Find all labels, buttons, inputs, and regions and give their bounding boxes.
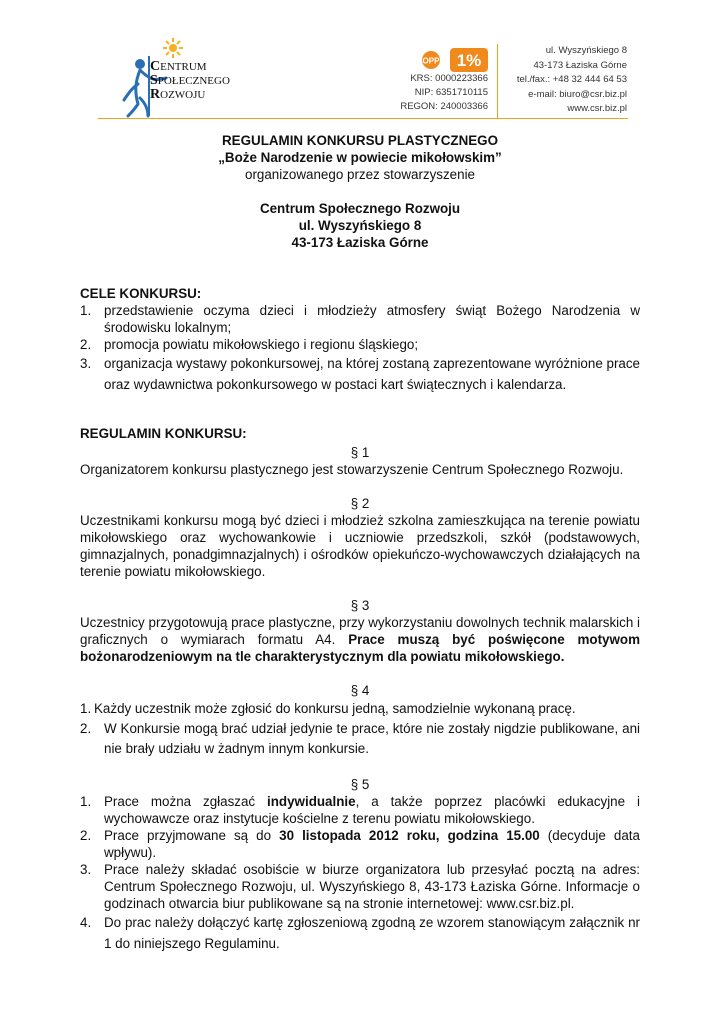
section-1-text: Organizatorem konkursu plastycznego jest stowarzyszenie Centrum Społecznego Rozwoju.	[80, 462, 624, 477]
section-4-label: § 4	[350, 683, 370, 698]
contact-email[interactable]: e-mail: biuro@csr.biz.pl	[528, 88, 627, 100]
krs-number: KRS: 0000223366	[410, 73, 488, 84]
organizer-city: 43-173 Łaziska Górne	[291, 235, 429, 250]
section-5-list	[80, 793, 640, 954]
list-item: 2. promocja powiatu mikołowskiego i regionu śląskiego;	[80, 337, 419, 352]
rules-heading: REGULAMIN KONKURSU:	[80, 426, 247, 441]
regon-number: REGON: 240003366	[400, 101, 488, 112]
list-item: 1. Każdy uczestnik może zgłosić do konkursu jedną, samodzielnie wykonaną pracę.	[80, 701, 576, 716]
section-3-label: § 3	[350, 598, 370, 613]
section-5-label: § 5	[350, 777, 370, 792]
logo-initial-r: R	[150, 87, 161, 102]
contact-website[interactable]: www.csr.biz.pl	[567, 103, 627, 114]
section-3-text: Uczestnicy przygotowują prace plastyczne, przy wykorzystaniu dowolnych technik malarskich i graficznych o wymiarach formatu A4. Prace muszą być poświęcone motywom bożonarodzeniowym na tle charakterystycznym dla powiatu mikołowskiego.	[80, 615, 640, 664]
organizer-name: Centrum Społecznego Rozwoju	[259, 201, 461, 216]
goals-heading: CELE KONKURSU:	[80, 286, 202, 301]
registration-ids	[400, 72, 488, 114]
logo-initial-s: S	[150, 73, 158, 88]
list-item: 2. Prace przyjmowane są do 30 listopada 2012 roku, godzina 15.00 (decyduje data wpływu).	[80, 828, 640, 860]
nip-number: NIP: 6351710115	[414, 87, 488, 98]
percent-badge-label: 1%	[456, 51, 482, 70]
section-1-label: § 1	[350, 445, 370, 460]
doc-title: REGULAMIN KONKURSU PLASTYCZNEGO	[222, 133, 498, 148]
contact-phone: tel./fax.: +48 32 444 64 53	[516, 74, 627, 85]
list-item: 3. Prace należy składać osobiście w biurze organizatora lub przesyłać pocztą na adres: Centrum Społecznego Rozwoju, ul. Wyszyńskiego 8, 43-173 Łaziska Górne. Informacje o godzinach otwarcia biur publikowane są na stronie internetowej: www.csr.biz.pl.	[80, 862, 640, 911]
logo-word-3: OZWOJU	[160, 89, 206, 101]
logo-word-2: POŁECZNEGO	[157, 75, 230, 87]
logo-word-1: ENTRUM	[160, 61, 207, 73]
logo-wordmark	[150, 60, 230, 102]
section-2-label: § 2	[350, 496, 370, 511]
letterhead	[0, 0, 724, 124]
goals-list	[80, 302, 640, 395]
contact-street: ul. Wyszyńskiego 8	[545, 45, 627, 56]
doc-subtitle: „Boże Narodzenie w powiecie mikołowskim”	[218, 150, 502, 165]
section-2-text: Uczestnikami konkursu mogą być dzieci i młodzież szkolna zamieszkująca na terenie powiatu mikołowskiego oraz wychowankowie i uczniowie przedszkoli, szkół (podstawowych, gimnazjalnych, ponadgimnazjalnych) i ośrodków opiekuńczo-wychowawczych działających na terenie powiatu mikołowskiego.	[80, 513, 640, 579]
header-rule	[98, 118, 628, 119]
doc-organized-by: organizowanego przez stowarzyszenie	[245, 167, 475, 182]
contact-city: 43-173 Łaziska Górne	[533, 59, 627, 71]
list-item: 1. przedstawienie oczyma dzieci i młodzieży atmosfery świąt Bożego Narodzenia w środowisku lokalnym;	[80, 303, 640, 335]
organizer-street: ul. Wyszyńskiego 8	[298, 218, 422, 233]
contact-info	[517, 44, 627, 117]
list-item: 4. Do prac należy dołączyć kartę zgłoszeniową zgodną ze wzorem stanowiącym załącznik nr 1 do niniejszego Regulaminu.	[80, 915, 640, 951]
opp-badge-label: OPP	[422, 56, 440, 66]
list-item: 3. organizacja wystawy pokonkursowej, na której zostaną zaprezentowane wyróżnione prace oraz wydawnictwa pokonkursowego w postaci kart świątecznych i kalendarza.	[80, 356, 640, 392]
logo-initial-c: C	[150, 59, 161, 74]
header-divider	[497, 44, 498, 118]
document-body	[80, 132, 640, 954]
section-4-list	[80, 699, 640, 759]
list-item: 2. W Konkursie mogą brać udział jedynie te prace, które nie zostały nigdzie publikowane, ani nie brały udziału w żadnym innym konkursie.	[80, 721, 640, 756]
opp-badge-icon	[420, 47, 490, 73]
list-item: 1. Prace można zgłaszać indywidualnie, a także poprzez placówki edukacyjne i wychowawcze oraz instytucje kościelne z terenu powiatu mikołowskiego.	[80, 794, 640, 826]
